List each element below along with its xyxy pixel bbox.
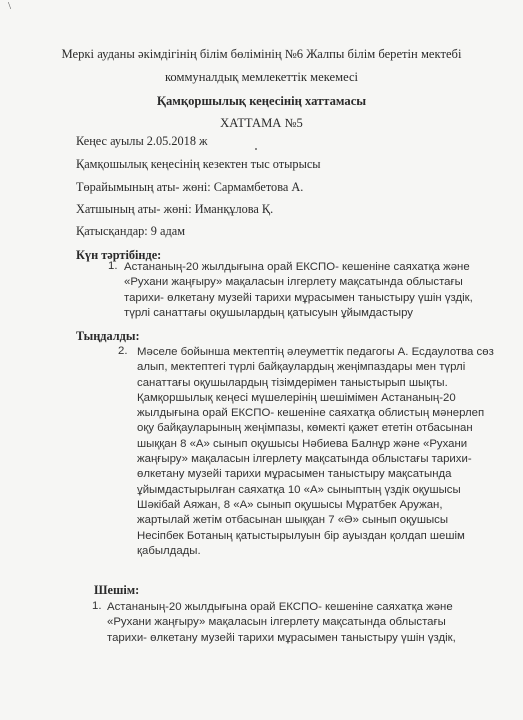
institution-line-2: коммуналдық мемлекеттік мекемесі [164,70,359,84]
stray-dot [255,148,257,150]
decision-item-text: Астананың-20 жылдығына орай ЕКСПО- кешеніне саяхатқа және «Рухани жаңғыру» мақаласын ілгерлету мақсатында облыстағы тарихи- өлкетану музейі тарихи мұрасымен таныстыру үшін үздік, [107,601,456,644]
agenda-item-number: 1. [108,260,118,272]
decision-heading: Шешім: [94,583,140,597]
heard-item-number: 2. [118,345,128,357]
participants-count: Қатысқандар: 9 адам [76,224,185,238]
place-date: Кеңес ауылы 2.05.2018 ж [76,134,208,148]
agenda-heading: Күн тәртібінде: [76,248,162,262]
heard-heading: Тыңдалды: [76,329,140,343]
institution-line-1: Меркі ауданы әкімдігінің білім бөлімінің №6 Жалпы білім беретін мектебі [61,47,462,61]
document-title: Қамқоршылық кеңесінің хаттамасы [156,94,367,108]
meeting-type: Қамқошылық кеңесінің кезектен тыс отырысы [76,157,321,171]
protocol-number: ХАТТАМА №5 [220,116,303,130]
heard-item-text: Мәселе бойынша мектептің әлеуметтік педагогы А. Есдаулотва сөз алып, мектептегі түрлі байқаулардың жеңімпаздары мен түрлі санаттағы оқушылардың тізімдерімен таныстырып шықты. Қамқоршылық кеңесі мүшелерінің шешімімен Астананың-20 жылдығына орай ЕКСПО- кешеніне саяхатқа облистың мәнерлеп оқу байқауларының жеңімпазы, көмекті қажет ететін отбасынан шыққан 8 «А» сынып оқушысы Нәбиева Балнұр және «Рухани жаңғыру» мақаласын ілгерлету мақсатында облыстағы тарихи- өлкетану музейі тарихи мұрасымен таныстыру мақсатында ұйымдастырылған саяхатқа 10 «А» сыныптың үздік оқушысы Шәкібай Аяжан, 8 «А» сынып оқушысы Мұратбек Аружан, жартылай жетім отбасынан шыққан 7 «Ә» сынып оқушысы Несіпбек Ботаның қатыстырылуын бір ауыздан қолдап шешім қабылдады. [137,346,494,557]
decision-item-number: 1. [92,600,102,612]
agenda-item-text: Астананың-20 жылдығына орай ЕКСПО- кешеніне саяхатқа және «Рухани жаңғыру» мақаласын ілгерлету мақсатында облыстағы тарихи- өлкетану музейі тарихи мұрасымен таныстыру үшін үздік, түрлі санаттағы оқушылардың қатысуын ұйымдастыру [124,261,473,319]
secretary-name: Хатшының аты- жөні: Иманқұлова Қ. [76,202,274,216]
corner-mark: \ [8,0,12,12]
chair-name: Төрайымының аты- жөні: Сармамбетова А. [76,180,304,194]
